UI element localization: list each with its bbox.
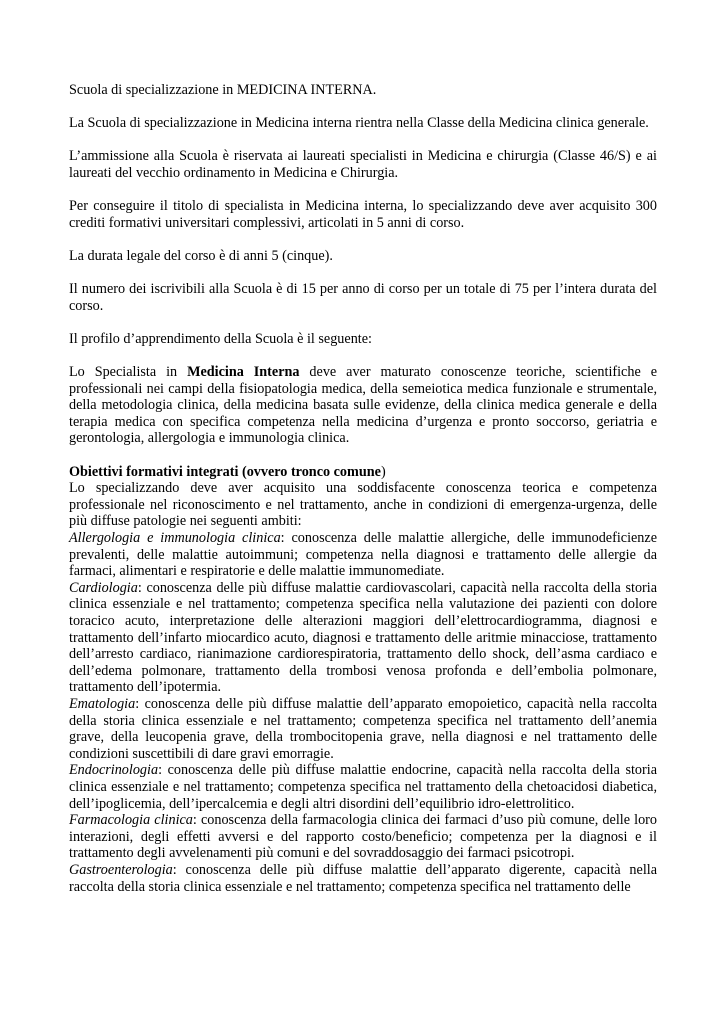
area-text: : conoscenza delle più diffuse malattie dell’apparato emopoietico, capacità nella raccolta della storia clinica essenziale e nel trattamento; competenza specifica nel trattamento dell’anemia grave, della leucopenia grave, della trombocitopenia grave, nella diagnosi e nel trattamento delle condizioni suscettibili di dare gravi emorragie.: [69, 695, 657, 762]
area-allergologia: [69, 530, 657, 580]
area-ematologia: [69, 696, 657, 762]
area-gastroenterologia: [69, 862, 657, 895]
area-text: : conoscenza delle più diffuse malattie dell’apparato digerente, capacità nella raccolta della storia clinica essenziale e nel trattamento; competenza specifica nel trattamento delle: [69, 861, 657, 895]
area-cardiologia: [69, 580, 657, 696]
profile-text-before: Lo Specialista in: [69, 364, 188, 381]
objectives-heading-close: ): [380, 463, 386, 480]
area-name: Allergologia e immunologia clinica: [69, 530, 281, 547]
objectives-heading: [69, 464, 657, 481]
area-text: : conoscenza delle più diffuse malattie endocrine, capacità nella raccolta della storia clinica essenziale e nel trattamento; competenza specifica nel trattamento della chetoacidosi diabetica, dell’ipoglicemia, dell’ipercalcemia e degli altri disordini dell’equilibrio idro-elettrolitico.: [69, 762, 657, 812]
area-farmacologia: [69, 812, 657, 862]
paragraph-classe: La Scuola di specializzazione in Medicina interna rientra nella Classe della Medicina clinica generale.: [69, 115, 649, 132]
paragraph-crediti: Per conseguire il titolo di specialista in Medicina interna, lo specializzando deve aver acquisito 300 crediti formativi universitari complessivi, articolati in 5 anni di corso.: [69, 198, 657, 231]
area-name: Cardiologia: [69, 579, 138, 596]
area-text: : conoscenza delle più diffuse malattie cardiovascolari, capacità nella raccolta della storia clinica essenziale e nel trattamento; competenza specifica nella valutazione dei pazienti con dolore toracico acuto, interpretazione delle alterazioni maggiori dell’elettrocardiogramma, diagnosi e trattamento dell’infarto miocardico acuto, diagnosi e trattamento delle aritmie minacciose, trattamento dell’arresto cardiaco, rianimazione cardiorespiratoria, trattamento dello shock, dell’asma cardiaco e dell’edema polmonare, trattamento della trombosi venosa profonda e dell’embolia polmonare, trattamento dell’ipotermia.: [69, 579, 657, 696]
area-text: : conoscenza della farmacologia clinica dei farmaci d’uso più comune, delle loro interazioni, degli effetti avversi e del rapporto costo/beneficio; competenza per la diagnosi e il trattamento degli avvelenamenti più comuni e del sovraddosaggio dei farmaci psicotropi.: [69, 812, 657, 862]
paragraph-profilo: [69, 364, 657, 447]
profile-text-after: deve aver maturato conoscenze teoriche, scientifiche e professionali nei campi della fisiopatologia medica, della semeiotica medica funzionale e strumentale, della metodologia clinica, della medicina basata sulle evidenze, della clinica medica generale e della terapia medica con specifica competenza nella medicina d’urgenza e pronto soccorso, geriatria e gerontologia, allergologia e immunologia clinica.: [69, 364, 657, 447]
area-name: Endocrinologia: [69, 762, 159, 779]
area-name: Ematologia: [69, 695, 136, 712]
profile-bold-term: Medicina Interna: [187, 364, 300, 381]
objectives-intro: Lo specializzando deve aver acquisito una soddisfacente conoscenza teorica e competenza professionale nel riconoscimento e nel trattamento, anche in condizioni di emergenza-urgenza, delle più diffuse patologie nei seguenti ambiti:: [69, 480, 657, 530]
area-endocrinologia: [69, 762, 657, 812]
document-title: Scuola di specializzazione in MEDICINA INTERNA.: [69, 82, 377, 98]
paragraph-durata: La durata legale del corso è di anni 5 (cinque).: [69, 247, 333, 264]
area-name: Gastroenterologia: [69, 861, 173, 878]
paragraph-iscrivibili: Il numero dei iscrivibili alla Scuola è di 15 per anno di corso per un totale di 75 per l’intera durata del corso.: [69, 281, 657, 314]
document-page: [69, 82, 657, 895]
paragraph-profilo-intro: Il profilo d’apprendimento della Scuola è il seguente:: [69, 330, 372, 347]
objectives-heading-text: Obiettivi formativi integrati (ovvero tronco comune: [69, 463, 381, 480]
area-name: Farmacologia clinica: [69, 812, 193, 829]
area-text: : conoscenza delle malattie allergiche, delle immunodeficienze prevalenti, delle malattie autoimmuni; competenza nella diagnosi e trattamento delle allergie da farmaci, alimentari e respiratorie e delle malattie immunomediate.: [69, 530, 657, 580]
paragraph-ammissione: L’ammissione alla Scuola è riservata ai laureati specialisti in Medicina e chirurgia (Classe 46/S) e ai laureati del vecchio ordinamento in Medicina e Chirurgia.: [69, 148, 657, 181]
